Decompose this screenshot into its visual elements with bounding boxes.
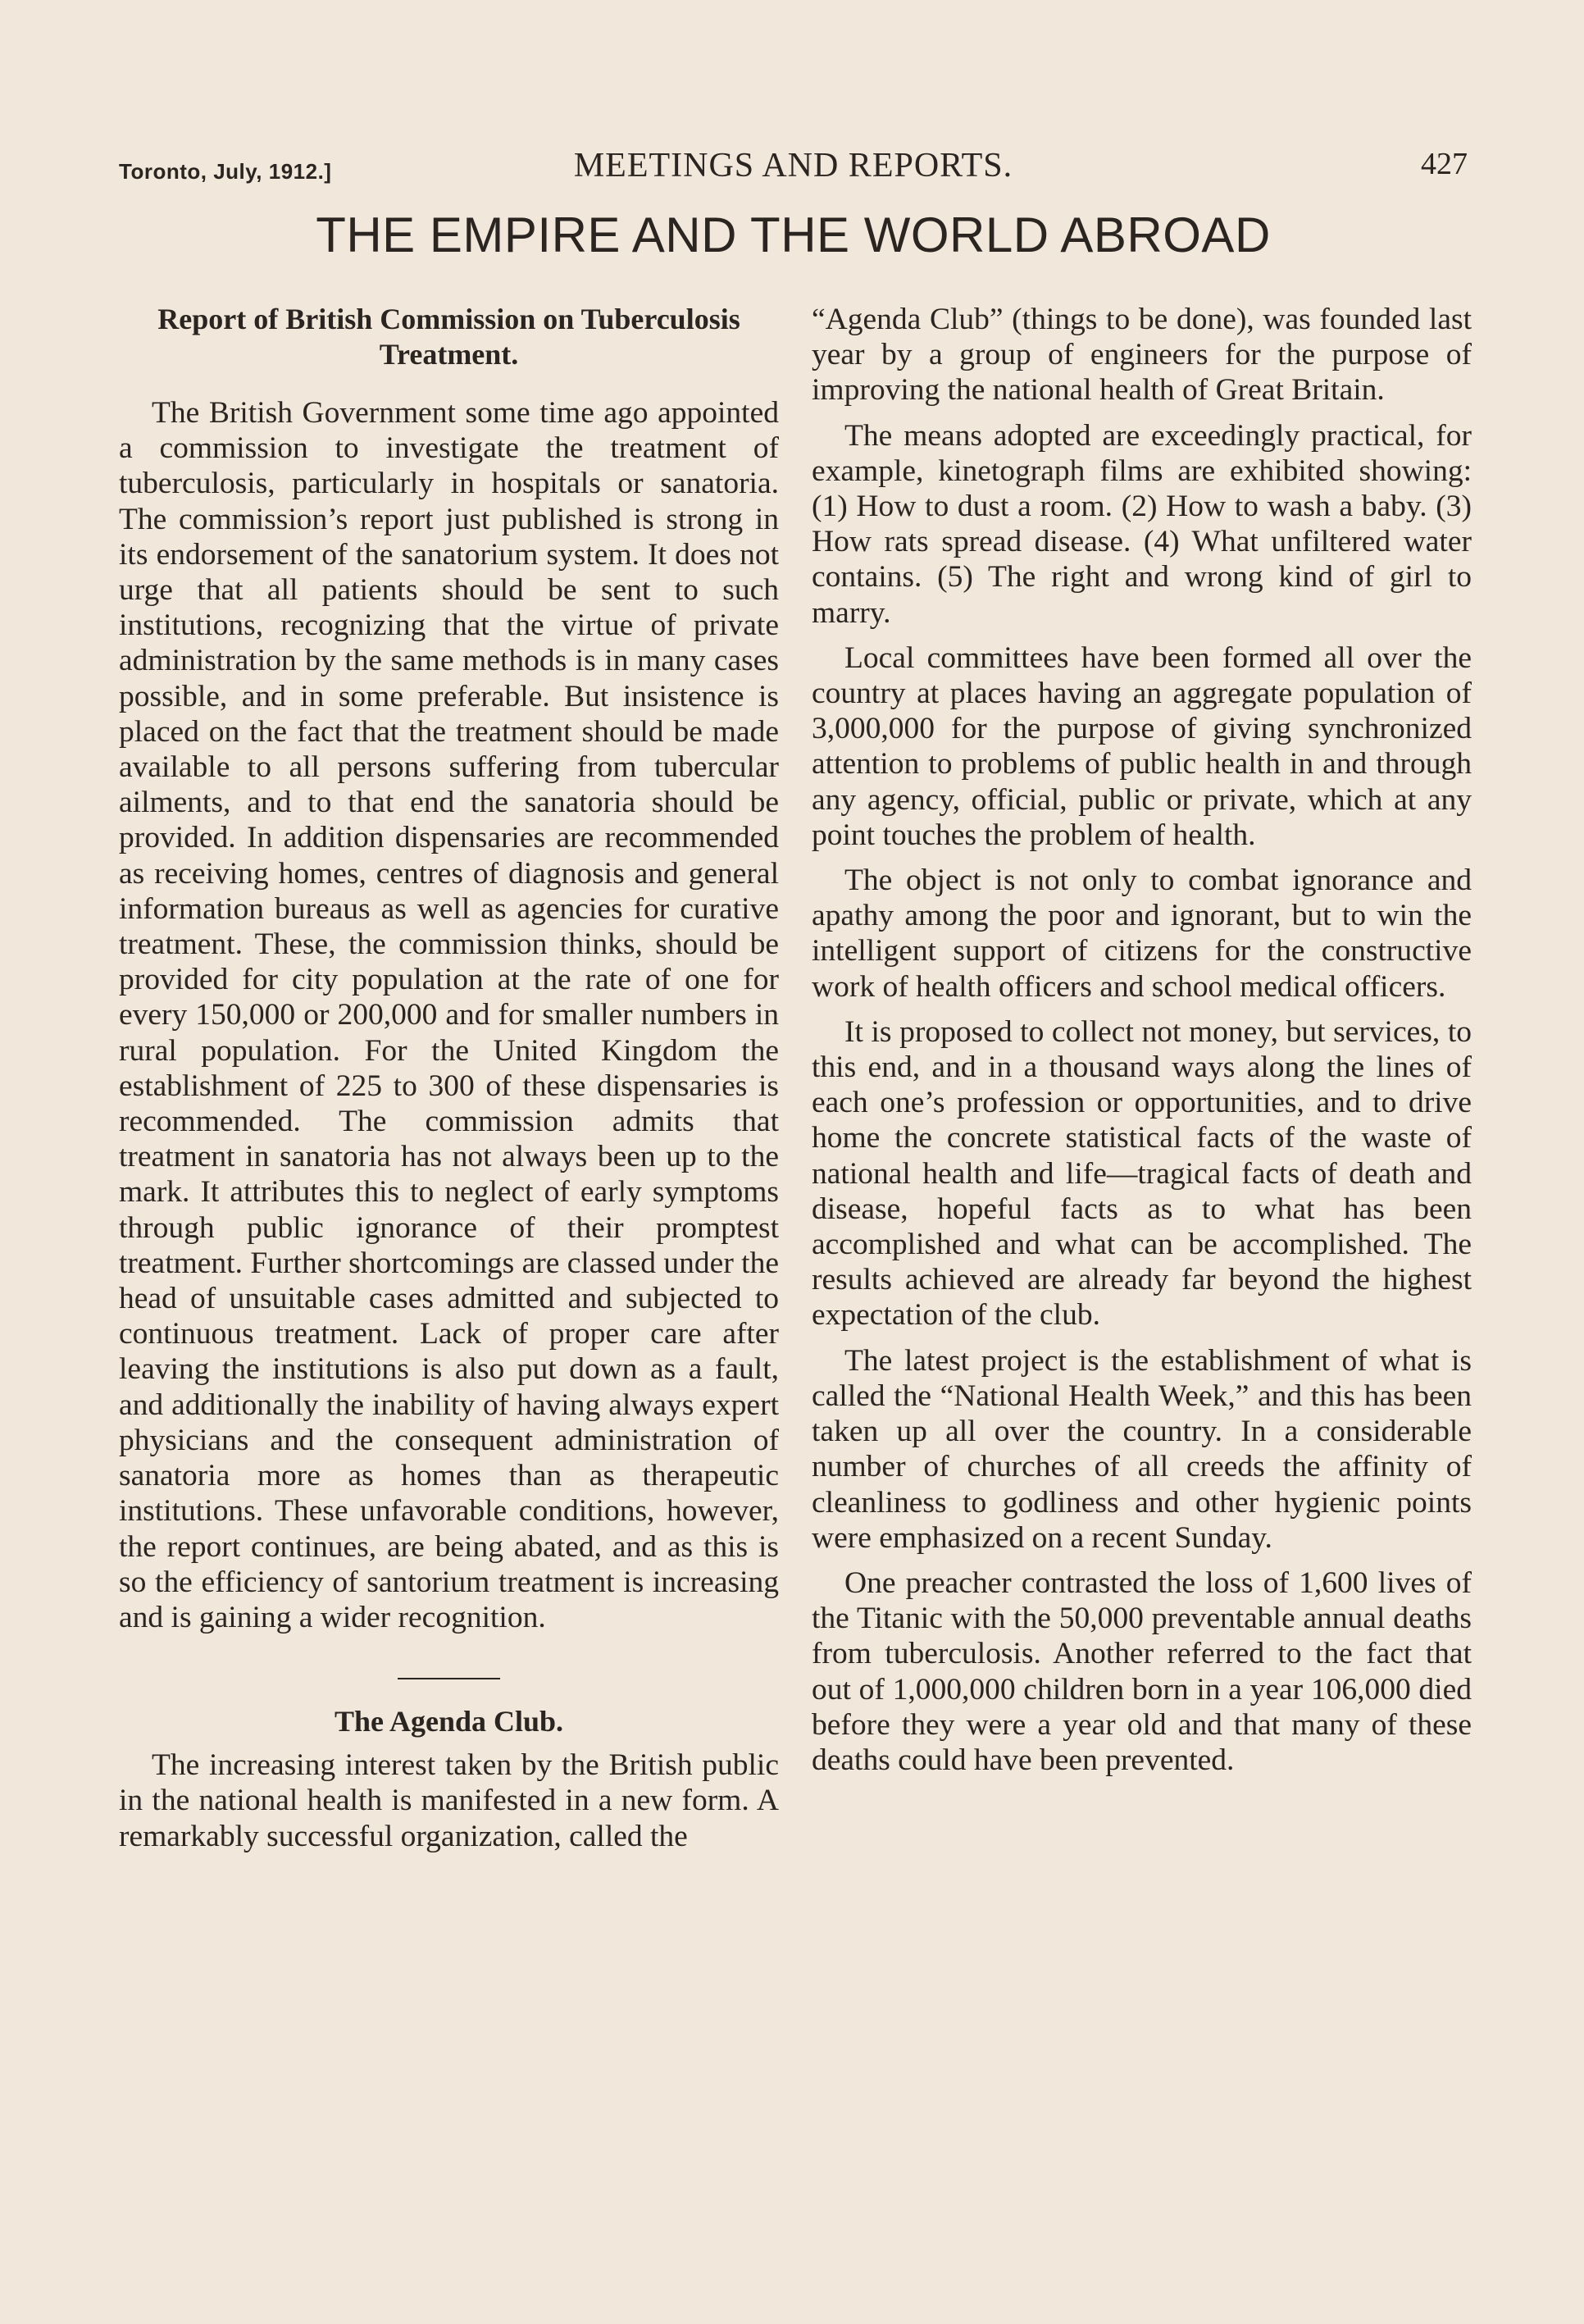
article-paragraph: The increasing interest taken by the British public in the national health is manifested in a new form. A remarkably successful organization, called the — [119, 1748, 779, 1853]
article-paragraph: The means adopted are exceedingly practical, for example, kinetograph films are exhibited showing: (1) How to dust a room. (2) How to wash a baby. (3) How rats spread disease. (4) What unfiltered water contains. (5) The right and wrong kind of girl to marry. — [812, 418, 1472, 630]
article-paragraph: The latest project is the establishment of what is called the “National Health Week,” and this has been taken up all over the country. In a considerable number of churches of all creeds the affinity of cleanliness to godliness and other hygienic points were emphasized on a recent Sunday. — [812, 1343, 1472, 1555]
right-column — [812, 302, 1472, 1788]
article-paragraph: It is proposed to collect not money, but services, to this end, and in a thousand ways along the lines of each one’s profession or opportunities, and to drive home the concrete statistical facts of the waste of national health and life—tragical facts of death and disease, hopeful facts as to what has been accomplished and what can be accomplished. The results achieved are already far beyond the highest expectation of the club. — [812, 1014, 1472, 1333]
article-paragraph: The British Government some time ago appointed a commission to investigate the treatment of tuberculosis, particularly in hospitals or sanatoria. The commission’s report just published is strong in its endorsement of the sanatorium system. It does not urge that all patients should be sent to such institutions, recognizing that the virtue of private administration by the same methods is in many cases possible, and in some preferable. But insistence is placed on the fact that the treatment should be made available to all persons suffering from tubercular ailments, and to that end the sanatoria should be provided. In addition dispensaries are recommended as receiving homes, centres of diagnosis and general information bureaus as well as agencies for curative treatment. These, the commission thinks, should be provided for city population at the rate of one for every 150,000 or 200,000 and for smaller numbers in rural population. For the United Kingdom the establishment of 225 to 300 of these dispensaries is recommended. The commission admits that treatment in sanatoria has not always been up to the mark. It attributes this to neglect of early symptoms through public ignorance of their promptest treatment. Further shortcomings are classed under the head of unsuitable cases admitted and subjected to continuous treatment. Lack of proper care after leaving the institutions is also put down as a fault, and additionally the inability of having always expert physicians and the consequent administration of sanatoria more as homes than as therapeutic institutions. These unfavorable conditions, however, the report continues, are being abated, and as this is so the efficiency of santorium treatment is increasing and is gaining a wider recognition. — [119, 396, 779, 1634]
section-title: MEETINGS AND REPORTS. — [573, 147, 1013, 185]
running-head — [119, 146, 1468, 187]
article-paragraph: Local committees have been formed all over the country at places having an aggregate population of 3,000,000 for the purpose of giving synchronized attention to problems of public health in and through any agency, official, public or private, which at any point touches the problem of health. — [812, 640, 1472, 852]
page-title: THE EMPIRE AND THE WORLD ABROAD — [316, 207, 1271, 262]
article-heading-tuberculosis: Report of British Commission on Tuberculosis Treatment. — [157, 303, 740, 371]
article-heading-agenda-club: The Agenda Club. — [334, 1705, 564, 1738]
issue-date: Toronto, July, 1912.] — [119, 159, 332, 184]
article-paragraph: The object is not only to combat ignorance and apathy among the poor and ignorant, but to win the intelligent support of citizens for the constructive work of health officers and school medical officers. — [812, 864, 1472, 1004]
section-divider — [398, 1678, 500, 1679]
left-column — [119, 302, 779, 1864]
article-paragraph: One preacher contrasted the loss of 1,600 lives of the Titanic with the 50,000 preventable annual deaths from tuberculosis. Another referred to the fact that out of 1,000,000 children born in a year 106,000 died before they were a year old and that many of these deaths could have been prevented. — [812, 1565, 1472, 1777]
article-paragraph: “Agenda Club” (things to be done), was founded last year by a group of engineers for the purpose of improving the national health of Great Britain. — [812, 303, 1472, 408]
page-number: 427 — [1421, 147, 1468, 181]
